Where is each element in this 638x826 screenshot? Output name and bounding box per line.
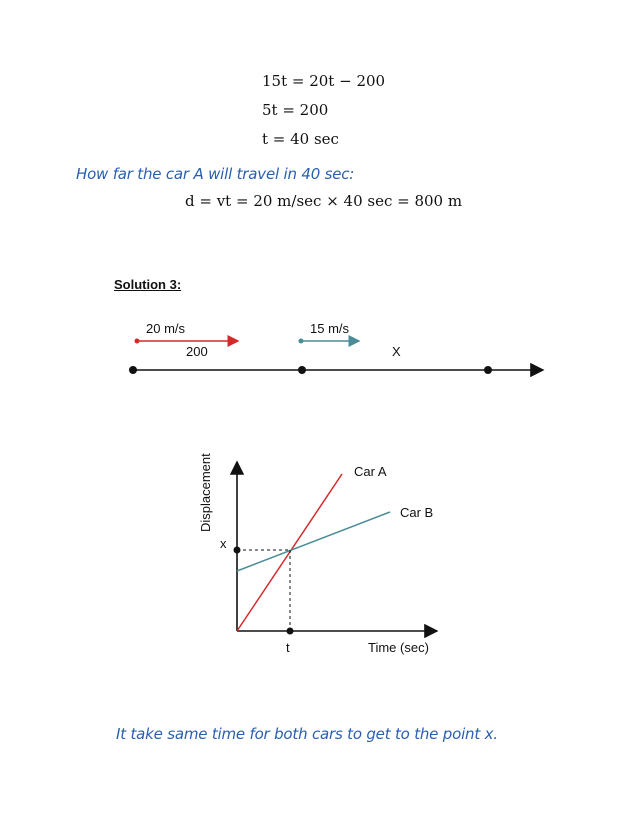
t-mark-clip — [286, 640, 294, 655]
distance-label: 200 — [186, 344, 208, 359]
x-axis-mark — [234, 547, 241, 554]
solution-title: Solution 3: — [114, 277, 182, 292]
point-x — [484, 366, 492, 374]
car-a-start-dot — [135, 339, 140, 344]
x-mark-clip — [220, 536, 228, 551]
car-b-label: Car B — [400, 505, 434, 520]
note-distance: How far the car A will travel in 40 sec: — [76, 165, 355, 183]
y-axis-label: Displacement — [198, 453, 213, 532]
car-a-label: Car A — [354, 464, 387, 479]
car-b-start-dot — [299, 339, 304, 344]
distance-formula: d = vt = 20 m/sec × 40 sec = 800 m — [185, 192, 463, 210]
equation-1: 15t = 20t − 200 — [262, 72, 386, 90]
conclusion-note: It take same time for both cars to get to the point x. — [116, 725, 498, 743]
equation-2: 5t = 200 — [262, 101, 329, 119]
point-label: X — [392, 344, 401, 359]
x-mark-label: x — [220, 536, 227, 551]
car-b-speed-label: 15 m/s — [310, 321, 350, 336]
car-a-speed-label: 20 m/s — [146, 321, 186, 336]
x-axis-label: Time (sec) — [368, 640, 429, 655]
car-b-line — [237, 512, 390, 571]
t-axis-mark — [287, 628, 294, 635]
y-axis-label-clip — [196, 444, 218, 532]
x-axis-label-clip — [368, 638, 448, 655]
t-mark-label: t — [286, 640, 290, 655]
car-a-label-clip — [354, 464, 404, 479]
point-b — [298, 366, 306, 374]
equation-3: t = 40 sec — [262, 130, 339, 148]
point-start — [129, 366, 137, 374]
car-b-label-clip — [400, 505, 450, 520]
